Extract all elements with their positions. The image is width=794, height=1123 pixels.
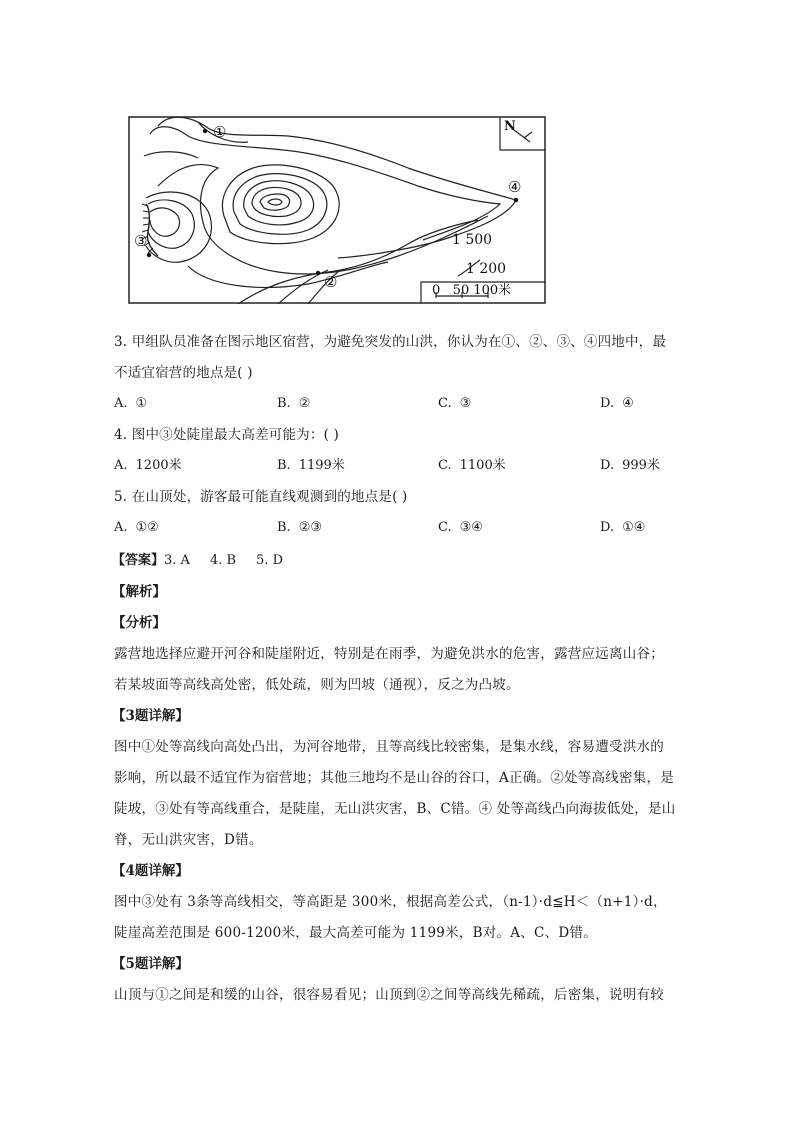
answer-item: 3. A <box>164 553 190 568</box>
question-3-line-1: 3. 甲组队员准备在图示地区宿营，为避免突发的山洪，你认为在①、②、③、④四地中，最 <box>114 334 667 350</box>
question-5-line-1: 5. 在山顶处，游客最可能直线观测到的地点是( ) <box>114 489 408 505</box>
point-3-dot <box>147 253 151 257</box>
question-3-option-c: C. ③ <box>438 396 472 411</box>
contour-label-1200: 1 200 <box>466 261 507 277</box>
heading-jiexi: 【解析】 <box>112 584 166 600</box>
question-5-option-d: D. ①④ <box>600 520 646 535</box>
answer-heading: 【答案】 <box>112 553 165 568</box>
question-5-option-c: C. ③④ <box>438 520 483 535</box>
fenxi-line-2: 若某坡面等高线高处密，低处疏，则为凹坡（通视），反之为凸坡。 <box>114 677 520 693</box>
heading-q3: 【3题详解】 <box>112 708 189 724</box>
question-3-line-2: 不适宜宿营的地点是( ) <box>114 365 253 381</box>
answer-item: 5. D <box>256 553 284 568</box>
question-4-option-a: A. 1200米 <box>114 458 182 473</box>
answer-line <box>112 551 283 571</box>
scale-label: 0 50 100米 <box>432 283 512 298</box>
q3-line-1: 图中①处等高线向高处凸出，为河谷地带，且等高线比较密集，是集水线，容易遭受洪水的 <box>114 739 664 755</box>
fenxi-line-1: 露营地选择应避开河谷和陡崖附近，特别是在雨季，为避免洪水的危害，露营应远离山谷； <box>114 646 664 662</box>
question-4-option-c: C. 1100米 <box>438 458 506 473</box>
question-5-option-b: B. ②③ <box>277 520 322 535</box>
heading-fenxi: 【分析】 <box>112 615 166 631</box>
q3-line-3: 陡坡，③处有等高线重合，是陡崖，无山洪灾害，B、C错。④ 处等高线凸向海拔低处，是山 <box>114 801 676 817</box>
north-label: N <box>504 119 516 134</box>
label-point-4: ④ <box>508 178 522 196</box>
north-arrow-icon <box>514 130 532 142</box>
q4-line-2: 陡崖高差范围是 600-1200米，最大高差可能为 1199米，B对。A、C、D错。 <box>114 925 597 941</box>
answer-item: 4. B <box>209 553 237 568</box>
label-point-1: ① <box>213 123 227 141</box>
label-point-3: ③ <box>134 232 148 250</box>
point-2-dot <box>316 271 320 275</box>
question-4-option-b: B. 1199米 <box>277 458 345 473</box>
heading-q5: 【5题详解】 <box>112 956 189 972</box>
q4-line-1: 图中③处有 3条等高线相交，等高距是 300米，根据高差公式，（n-1）·d≦H＜（n+1）·d， <box>114 894 667 910</box>
question-5-option-a: A. ①② <box>114 520 159 535</box>
q5-line-1: 山顶与①之间是和缓的山谷，很容易看见；山顶到②之间等高线先稀疏，后密集，说明有较 <box>114 987 664 1003</box>
contour-map <box>128 116 546 304</box>
question-4-line-1: 4. 图中③处陡崖最大高差可能为：( ) <box>114 427 339 443</box>
question-4-option-d: D. 999米 <box>600 458 660 473</box>
question-3-option-b: B. ② <box>277 396 311 411</box>
heading-q4: 【4题详解】 <box>112 863 189 879</box>
point-4-dot <box>514 198 518 202</box>
q3-line-4: 脊，无山洪灾害，D错。 <box>114 832 263 848</box>
question-3-option-d: D. ④ <box>600 396 634 411</box>
point-1-dot <box>203 129 207 133</box>
q3-line-2: 影响，所以最不适宜作为宿营地；其他三地均不是山谷的谷口，A正确。②处等高线密集，是 <box>114 770 674 786</box>
label-point-2: ② <box>324 273 338 291</box>
contour-label-1500: 1 500 <box>452 232 493 248</box>
question-3-option-a: A. ① <box>114 396 148 411</box>
